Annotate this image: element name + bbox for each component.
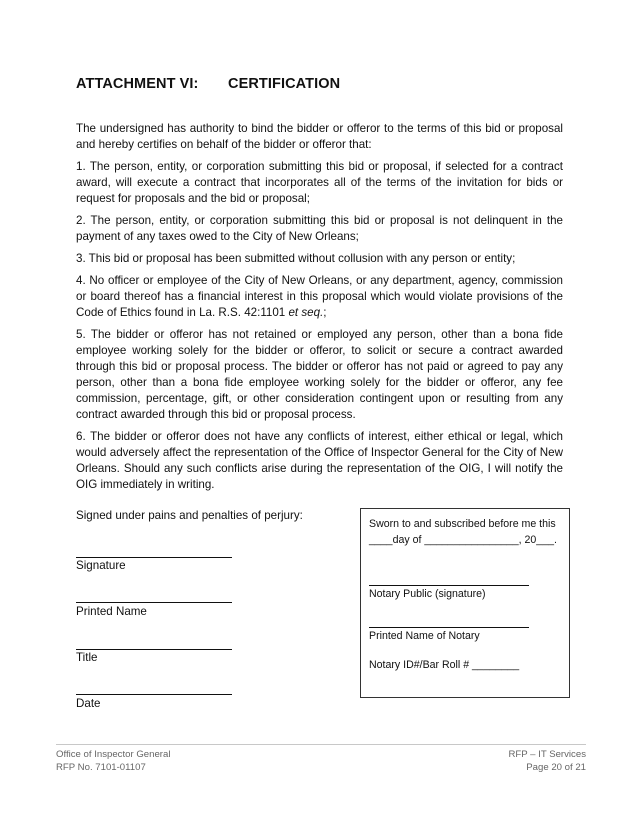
footer-divider: [56, 744, 586, 745]
signature-line[interactable]: [76, 557, 232, 558]
certification-body: [76, 121, 563, 499]
date-label: Date: [76, 697, 101, 710]
footer-rfp-title: RFP – IT Services: [508, 749, 586, 760]
signature-block: [76, 509, 306, 710]
footer-right: [509, 748, 587, 774]
footer-rfp-number: RFP No. 7101-01107: [56, 762, 146, 773]
notary-signature-line[interactable]: [369, 585, 529, 586]
notary-day-line[interactable]: ____day of ________________, 20___.: [369, 534, 557, 546]
attachment-label: ATTACHMENT VI:: [76, 76, 199, 92]
clause-6: 6. The bidder or offeror does not have any conflicts of interest, either ethical or legal, which would adversely affect the representation of the Office of Inspector General for the City of New Orleans. Should any such conflicts arise during the representation of the OIG, I will notify the OIG immediately in writing.: [76, 430, 563, 491]
clause-4: [76, 273, 563, 321]
signature-label: Signature: [76, 559, 126, 572]
attachment-title: CERTIFICATION: [228, 76, 341, 92]
clause-3: 3. This bid or proposal has been submitted without collusion with any person or entity;: [76, 252, 516, 265]
clause-4-italic: et seq.: [288, 306, 324, 319]
intro-paragraph: The undersigned has authority to bind the bidder or offeror to the terms of this bid or proposal and hereby certifies on behalf of the bidder or offeror that:: [76, 122, 563, 151]
attachment-heading: [76, 76, 341, 92]
date-line[interactable]: [76, 694, 232, 695]
notary-box: [360, 508, 570, 698]
footer-office: Office of Inspector General: [56, 749, 171, 760]
clause-5: 5. The bidder or offeror has not retained or employed any person, other than a bona fide employee working solely for the bidder or offeror, to solicit or secure a contract awarded through this bid or proposal process. The bidder or offeror has not paid or agreed to pay any person, other than a bona fide employee working solely for the bidder or offeror, any fee commission, percentage, gift, or other consideration contingent upon or resulting from any contract awarded through this bid or proposal process.: [76, 328, 563, 421]
notary-printed-name-label: Printed Name of Notary: [369, 630, 480, 642]
footer-left: [56, 748, 170, 774]
perjury-statement: Signed under pains and penalties of perjury:: [76, 509, 303, 522]
clause-2: 2. The person, entity, or corporation submitting this bid or proposal is not delinquent in the payment of any taxes owed to the City of New Orleans;: [76, 214, 563, 243]
clause-4-text: 4. No officer or employee of the City of New Orleans, or any department, agency, commission or board thereof has a financial interest in this proposal which would violate provisions of the Code of Ethics found in La. R.S. 42:1101: [76, 274, 563, 319]
footer-page-number: Page 20 of 21: [526, 762, 586, 773]
title-label: Title: [76, 651, 98, 664]
clause-4-end: ;: [323, 306, 327, 319]
notary-printed-name-line[interactable]: [369, 627, 529, 628]
notary-id-field[interactable]: Notary ID#/Bar Roll # ________: [369, 659, 520, 671]
notary-signature-label: Notary Public (signature): [369, 588, 486, 600]
title-line[interactable]: [76, 649, 232, 650]
printed-name-line[interactable]: [76, 602, 232, 603]
printed-name-label: Printed Name: [76, 605, 147, 618]
notary-sworn-text: Sworn to and subscribed before me this: [369, 518, 556, 530]
clause-1: 1. The person, entity, or corporation submitting this bid or proposal, if selected for a contract award, will execute a contract that incorporates all of the terms of the invitation for bids or request for proposals and the bid or proposal;: [76, 160, 563, 205]
